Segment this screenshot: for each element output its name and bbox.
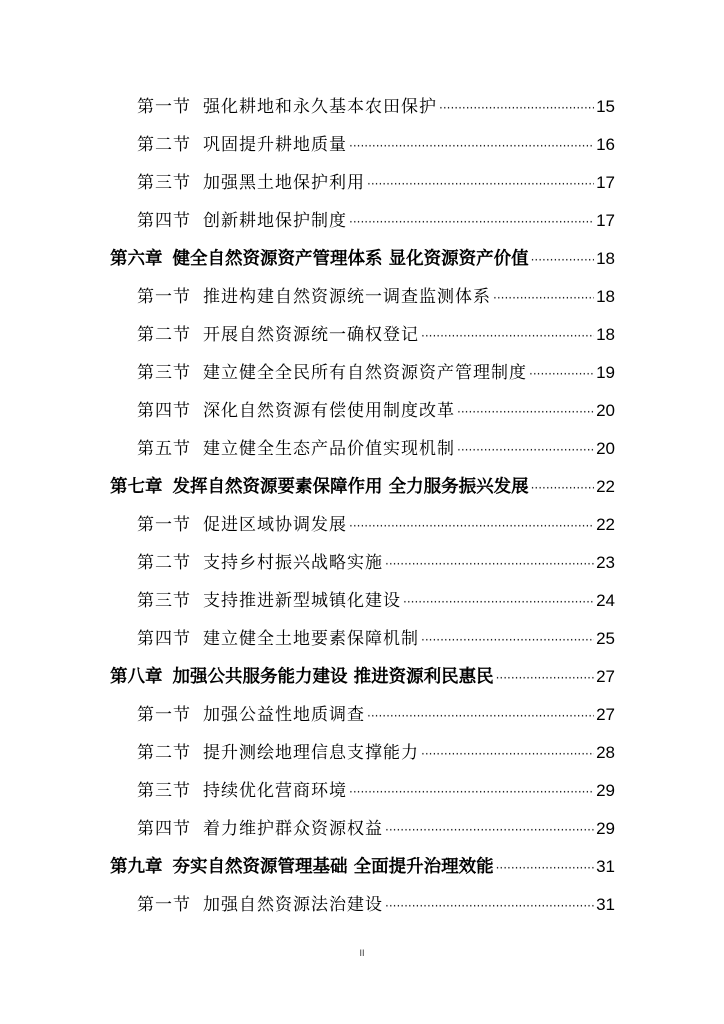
toc-entry-title: 加强黑土地保护利用 bbox=[203, 173, 365, 193]
toc-entry[interactable] bbox=[137, 94, 615, 120]
toc-chapter-page: 22 bbox=[596, 477, 615, 496]
toc-entry[interactable] bbox=[137, 588, 615, 614]
toc-entry[interactable] bbox=[137, 170, 615, 196]
footer-page-number: II bbox=[359, 948, 365, 958]
toc-entry[interactable] bbox=[137, 360, 615, 386]
toc-entry-page: 20 bbox=[596, 401, 615, 420]
toc-entry-number: 第三节 bbox=[137, 363, 191, 383]
toc-entry-page: 25 bbox=[596, 629, 615, 648]
toc-entry[interactable] bbox=[137, 550, 615, 576]
toc-leader-dots bbox=[385, 893, 594, 918]
toc-entry[interactable] bbox=[137, 778, 615, 804]
toc-entry-page: 19 bbox=[596, 363, 615, 382]
toc-leader-dots bbox=[457, 437, 594, 462]
toc-entry-page: 20 bbox=[596, 439, 615, 458]
toc-leader-dots bbox=[385, 817, 594, 842]
toc-leader-dots bbox=[531, 247, 594, 272]
toc-leader-dots bbox=[349, 209, 594, 234]
toc-entry-page: 24 bbox=[596, 591, 615, 610]
toc-chapter-title: 加强公共服务能力建设 推进资源利民惠民 bbox=[172, 667, 494, 687]
toc-entry-page: 18 bbox=[596, 325, 615, 344]
toc-entry[interactable] bbox=[137, 208, 615, 234]
toc-entry-page: 18 bbox=[596, 287, 615, 306]
toc-entry-number: 第三节 bbox=[137, 781, 191, 801]
toc-leader-dots bbox=[457, 399, 594, 424]
toc-leader-dots bbox=[367, 703, 594, 728]
toc-chapter-number: 第七章 bbox=[110, 477, 163, 497]
toc-entry-title: 建立健全生态产品价值实现机制 bbox=[203, 439, 455, 459]
toc-entry-number: 第二节 bbox=[137, 553, 191, 573]
toc-leader-dots bbox=[385, 551, 594, 576]
toc-entry-title: 着力维护群众资源权益 bbox=[203, 819, 383, 839]
toc-leader-dots bbox=[349, 513, 594, 538]
toc-entry-number: 第三节 bbox=[137, 173, 191, 193]
toc-leader-dots bbox=[403, 589, 594, 614]
toc-entry-page: 31 bbox=[596, 895, 615, 914]
toc-chapter-number: 第八章 bbox=[110, 667, 163, 687]
toc-entry[interactable] bbox=[137, 816, 615, 842]
toc-chapter-title: 健全自然资源资产管理体系 显化资源资产价值 bbox=[172, 249, 529, 269]
toc-entry-number: 第二节 bbox=[137, 743, 191, 763]
toc-entry[interactable] bbox=[137, 132, 615, 158]
toc-leader-dots bbox=[496, 665, 594, 690]
toc-entry-title: 开展自然资源统一确权登记 bbox=[203, 325, 419, 345]
toc-entry-title: 支持推进新型城镇化建设 bbox=[203, 591, 401, 611]
toc-entry[interactable] bbox=[137, 512, 615, 538]
toc-entry-title: 持续优化营商环境 bbox=[203, 781, 347, 801]
toc-entry-number: 第四节 bbox=[137, 401, 191, 421]
toc-entry-number: 第二节 bbox=[137, 325, 191, 345]
toc-chapter-page: 31 bbox=[596, 857, 615, 876]
toc-entry-page: 17 bbox=[596, 173, 615, 192]
toc-chapter[interactable] bbox=[110, 664, 615, 690]
toc-entry-title: 深化自然资源有偿使用制度改革 bbox=[203, 401, 455, 421]
toc-entry-page: 29 bbox=[596, 819, 615, 838]
toc-chapter-page: 27 bbox=[596, 667, 615, 686]
toc-entry-title: 加强自然资源法治建设 bbox=[203, 895, 383, 915]
toc-entry-page: 15 bbox=[596, 97, 615, 116]
toc-chapter-page: 18 bbox=[596, 249, 615, 268]
toc-entry-page: 29 bbox=[596, 781, 615, 800]
toc-entry-title: 创新耕地保护制度 bbox=[203, 211, 347, 231]
toc-entry[interactable] bbox=[137, 284, 615, 310]
toc-entry-number: 第四节 bbox=[137, 629, 191, 649]
toc-entry-title: 推进构建自然资源统一调查监测体系 bbox=[203, 287, 491, 307]
toc-leader-dots bbox=[421, 323, 594, 348]
toc-entry-number: 第一节 bbox=[137, 895, 191, 915]
toc-entry-number: 第二节 bbox=[137, 135, 191, 155]
toc-chapter[interactable] bbox=[110, 854, 615, 880]
toc-chapter[interactable] bbox=[110, 474, 615, 500]
toc-entry-number: 第五节 bbox=[137, 439, 191, 459]
toc-entry-number: 第一节 bbox=[137, 287, 191, 307]
toc-leader-dots bbox=[349, 133, 594, 158]
toc-entry-number: 第四节 bbox=[137, 211, 191, 231]
toc-leader-dots bbox=[493, 285, 594, 310]
toc-entry-number: 第一节 bbox=[137, 705, 191, 725]
toc-entry-title: 强化耕地和永久基本农田保护 bbox=[203, 97, 437, 117]
toc-chapter-title: 发挥自然资源要素保障作用 全力服务振兴发展 bbox=[172, 477, 529, 497]
toc-entry-page: 28 bbox=[596, 743, 615, 762]
toc-entry-page: 27 bbox=[596, 705, 615, 724]
toc-entry-page: 16 bbox=[596, 135, 615, 154]
toc-entry-number: 第一节 bbox=[137, 97, 191, 117]
toc-entry[interactable] bbox=[137, 398, 615, 424]
toc-entry-page: 17 bbox=[596, 211, 615, 230]
toc-entry-title: 提升测绘地理信息支撑能力 bbox=[203, 743, 419, 763]
toc-entry-number: 第三节 bbox=[137, 591, 191, 611]
toc-leader-dots bbox=[421, 627, 594, 652]
toc-entry[interactable] bbox=[137, 322, 615, 348]
toc-entry-title: 促进区域协调发展 bbox=[203, 515, 347, 535]
toc-entry-title: 支持乡村振兴战略实施 bbox=[203, 553, 383, 573]
toc-entry-number: 第一节 bbox=[137, 515, 191, 535]
toc-entry[interactable] bbox=[137, 702, 615, 728]
toc-entry[interactable] bbox=[137, 626, 615, 652]
toc-entry-title: 加强公益性地质调查 bbox=[203, 705, 365, 725]
toc-entry[interactable] bbox=[137, 892, 615, 918]
toc-chapter-number: 第六章 bbox=[110, 249, 163, 269]
toc-chapter[interactable] bbox=[110, 246, 615, 272]
toc-chapter-title: 夯实自然资源管理基础 全面提升治理效能 bbox=[172, 857, 494, 877]
toc-leader-dots bbox=[421, 741, 594, 766]
toc-entry-title: 建立健全全民所有自然资源资产管理制度 bbox=[203, 363, 527, 383]
toc-entry-number: 第四节 bbox=[137, 819, 191, 839]
toc-entry-title: 巩固提升耕地质量 bbox=[203, 135, 347, 155]
toc-leader-dots bbox=[496, 855, 594, 880]
toc-leader-dots bbox=[439, 95, 594, 120]
toc-entry-page: 22 bbox=[596, 515, 615, 534]
toc-entry[interactable] bbox=[137, 740, 615, 766]
toc-leader-dots bbox=[529, 361, 594, 386]
toc-chapter-number: 第九章 bbox=[110, 857, 163, 877]
toc-leader-dots bbox=[349, 779, 594, 804]
toc-entry[interactable] bbox=[137, 436, 615, 462]
toc-leader-dots bbox=[531, 475, 594, 500]
toc-entry-title: 建立健全土地要素保障机制 bbox=[203, 629, 419, 649]
toc-entry-page: 23 bbox=[596, 553, 615, 572]
toc-leader-dots bbox=[367, 171, 594, 196]
